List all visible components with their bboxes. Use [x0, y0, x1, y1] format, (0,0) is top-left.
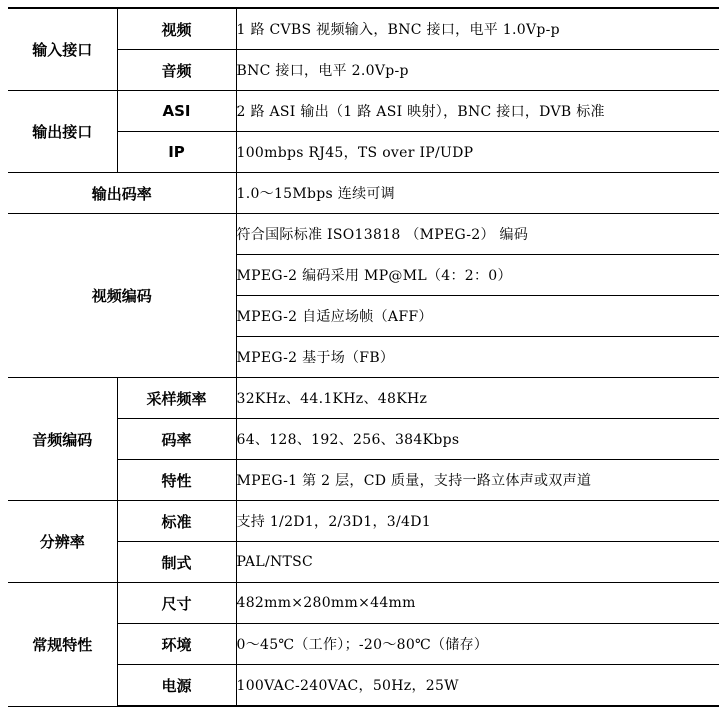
value-audio-features: MPEG-1 第 2 层，CD 质量，支持一路立体声或双声道: [236, 460, 719, 501]
value-standard: 支持 1/2D1，2/3D1，3/4D1: [236, 501, 719, 542]
category-video-encoding: 视频编码: [8, 214, 236, 378]
label-video: 视频: [117, 8, 236, 50]
value-video: 1 路 CVBS 视频输入，BNC 接口，电平 1.0Vp-p: [236, 8, 719, 50]
value-asi: 2 路 ASI 输出（1 路 ASI 映射），BNC 接口，DVB 标准: [236, 91, 719, 132]
spec-table: [8, 7, 719, 707]
table-row: [8, 214, 719, 255]
value-output-bitrate: 1.0～15Mbps 连续可调: [236, 173, 719, 214]
value-video-encoding-fb: MPEG-2 基于场（FB）: [236, 337, 719, 378]
category-input-interface: 输入接口: [8, 8, 117, 91]
category-resolution: 分辨率: [8, 501, 117, 583]
table-row: [8, 501, 719, 542]
label-environment: 环境: [117, 624, 236, 665]
label-ip: IP: [117, 132, 236, 173]
label-format: 制式: [117, 542, 236, 583]
value-video-encoding-aff: MPEG-2 自适应场帧（AFF）: [236, 296, 719, 337]
label-audio-bitrate: 码率: [117, 419, 236, 460]
value-sample-rate: 32KHz、44.1KHz、48KHz: [236, 378, 719, 419]
category-audio-encoding: 音频编码: [8, 378, 117, 501]
value-size: 482mm×280mm×44mm: [236, 583, 719, 624]
value-environment: 0～45℃（工作）；-20～80℃（储存）: [236, 624, 719, 665]
table-row: [8, 91, 719, 132]
value-video-encoding-profile: MPEG-2 编码采用 MP@ML（4：2：0）: [236, 255, 719, 296]
table-row: [8, 8, 719, 50]
label-size: 尺寸: [117, 583, 236, 624]
value-audio: BNC 接口，电平 2.0Vp-p: [236, 50, 719, 91]
table-row: [8, 378, 719, 419]
category-output-interface: 输出接口: [8, 91, 117, 173]
label-standard: 标准: [117, 501, 236, 542]
label-sample-rate: 采样频率: [117, 378, 236, 419]
label-audio: 音频: [117, 50, 236, 91]
label-audio-features: 特性: [117, 460, 236, 501]
table-row: [8, 583, 719, 624]
value-format: PAL/NTSC: [236, 542, 719, 583]
category-general: 常规特性: [8, 583, 117, 707]
table-row: [8, 173, 719, 214]
label-power: 电源: [117, 665, 236, 707]
label-asi: ASI: [117, 91, 236, 132]
value-ip: 100mbps RJ45，TS over IP/UDP: [236, 132, 719, 173]
category-output-bitrate: 输出码率: [8, 173, 236, 214]
value-power: 100VAC-240VAC，50Hz，25W: [236, 665, 719, 707]
value-audio-bitrate: 64、128、192、256、384Kbps: [236, 419, 719, 460]
value-video-encoding-standard: 符合国际标准 ISO13818 （MPEG-2） 编码: [236, 214, 719, 255]
